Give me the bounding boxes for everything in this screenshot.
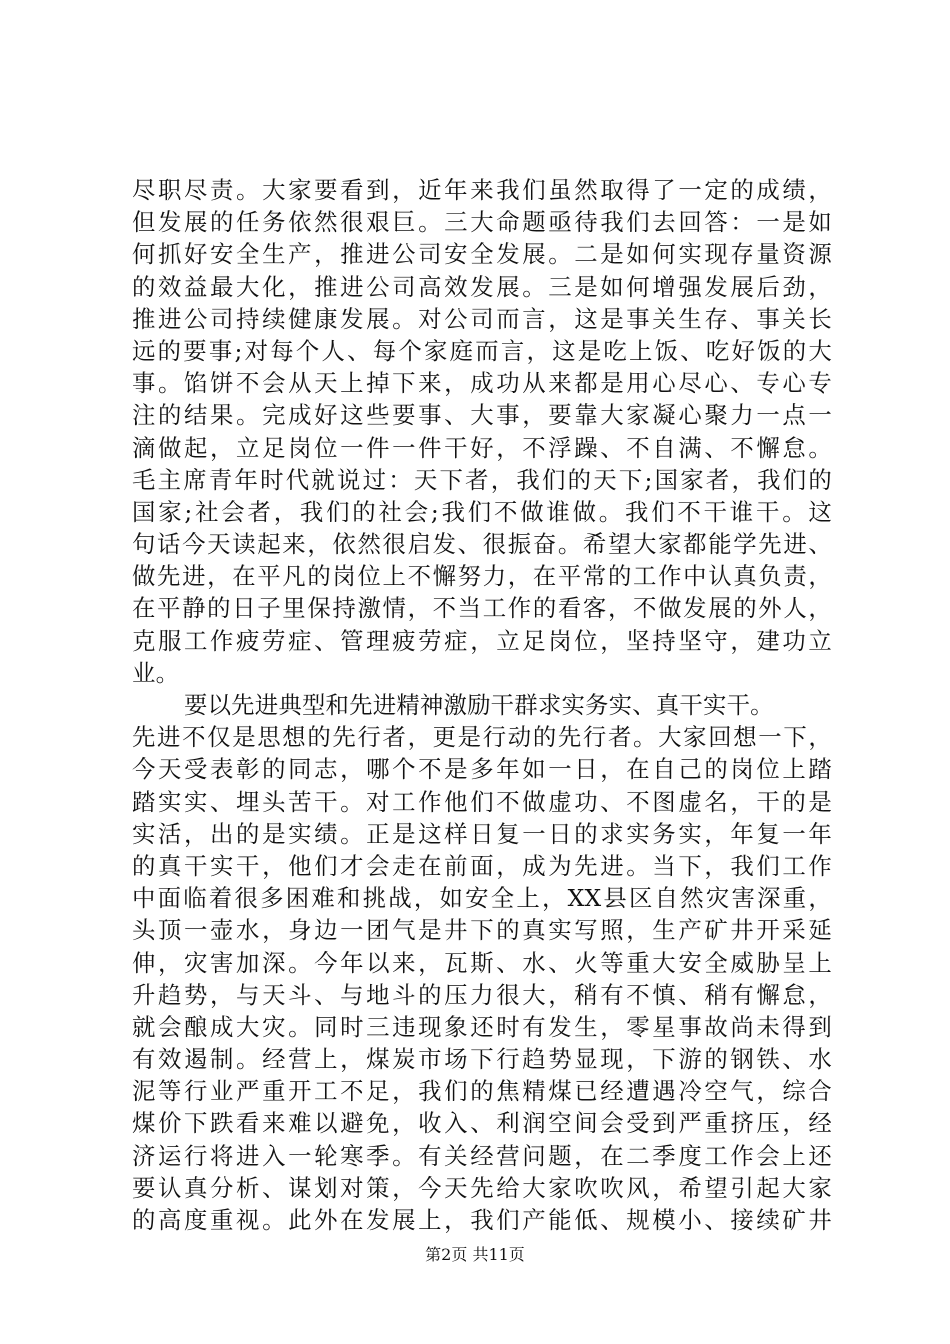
text-line: 何抓好安全生产，推进公司安全发展。二是如何实现存量资源 [132, 240, 832, 269]
text-line: 有效遏制。经营上，煤炭市场下行趋势显现，下游的钢铁、水 [132, 1045, 832, 1074]
text-line: 业。 [132, 658, 180, 687]
text-line: 的效益最大化，推进公司高效发展。三是如何增强发展后劲， [132, 272, 832, 301]
text-line: 在平静的日子里保持激情，不当工作的看客，不做发展的外人， [132, 594, 832, 623]
text-line: 就会酿成大灾。同时三违现象还时有发生，零星事故尚未得到 [132, 1012, 832, 1041]
text-line: 国家;社会者，我们的社会;我们不做谁做。我们不干谁干。这 [132, 497, 832, 526]
text-line: 头顶一壶水，身边一团气是井下的真实写照，生产矿井开采延 [132, 916, 832, 945]
text-line: 泥等行业严重开工不足，我们的焦精煤已经遭遇冷空气，综合 [132, 1077, 832, 1106]
text-line: 升趋势，与天斗、与地斗的压力很大，稍有不慎、稍有懈怠， [132, 980, 832, 1009]
paragraph-first-line: 要以先进典型和先进精神激励干群求实务实、真干实干。 [184, 691, 774, 719]
text-line: 实活，出的是实绩。正是这样日复一日的求实务实，年复一年 [132, 819, 832, 848]
text-line: 煤价下跌看来难以避免，收入、利润空间会受到严重挤压，经 [132, 1109, 832, 1138]
text-line: 毛主席青年时代就说过：天下者，我们的天下;国家者，我们的 [132, 465, 832, 494]
text-line: 远的要事;对每个人、每个家庭而言，这是吃上饭、吃好饭的大 [132, 336, 832, 365]
text-line: 滴做起，立足岗位一件一件干好，不浮躁、不自满、不懈怠。 [132, 433, 832, 462]
text-line: 句话今天读起来，依然很启发、很振奋。希望大家都能学先进、 [132, 530, 832, 559]
text-line: 的高度重视。此外在发展上，我们产能低、规模小、接续矿井 [132, 1206, 832, 1234]
text-line: 做先进，在平凡的岗位上不懈努力，在平常的工作中认真负责， [132, 562, 832, 591]
text-line: 但发展的任务依然很艰巨。三大命题亟待我们去回答：一是如 [132, 208, 832, 237]
text-line: 济运行将进入一轮寒季。有关经营问题，在二季度工作会上还 [132, 1141, 832, 1170]
body-text [132, 174, 832, 1236]
text-line: 事。馅饼不会从天上掉下来，成功从来都是用心尽心、专心专 [132, 369, 832, 398]
text-line: 先进不仅是思想的先行者，更是行动的先行者。大家回想一下， [132, 723, 832, 752]
text-line: 克服工作疲劳症、管理疲劳症，立足岗位，坚持坚守，建功立 [132, 626, 832, 655]
text-line: 要认真分析、谋划对策，今天先给大家吹吹风，希望引起大家 [132, 1173, 832, 1202]
text-line: 注的结果。完成好这些要事、大事，要靠大家凝心聚力一点一 [132, 401, 832, 430]
text-line: 中面临着很多困难和挑战，如安全上，XX县区自然灾害深重， [132, 884, 832, 913]
text-line: 尽职尽责。大家要看到，近年来我们虽然取得了一定的成绩， [132, 176, 832, 204]
text-line: 踏实实、埋头苦干。对工作他们不做虚功、不图虚名，干的是 [132, 787, 832, 816]
text-line: 推进公司持续健康发展。对公司而言，这是事关生存、事关长 [132, 304, 832, 333]
page-footer [0, 1244, 950, 1266]
page-number-label: 第2页 共11页 [425, 1245, 525, 1264]
text-line: 伸，灾害加深。今年以来，瓦斯、水、火等重大安全威胁呈上 [132, 948, 832, 977]
text-line: 的真干实干，他们才会走在前面，成为先进。当下，我们工作 [132, 851, 832, 880]
text-line: 今天受表彰的同志，哪个不是多年如一日，在自己的岗位上踏 [132, 755, 832, 784]
